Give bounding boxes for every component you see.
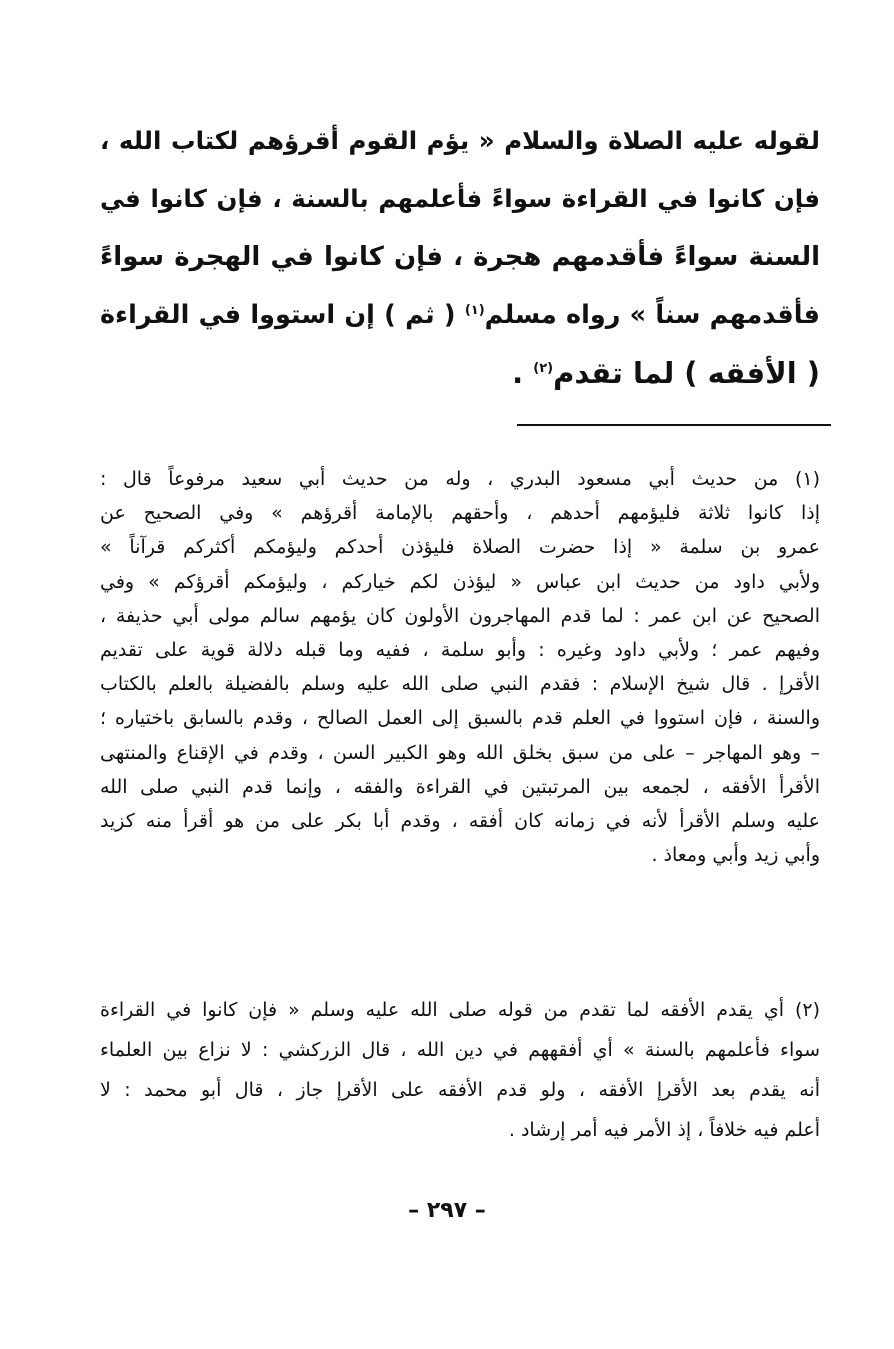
footnote-line: سواء فأعلمهم بالسنة » أي أفقههم في دين الله ، قال الزركشي : لا نزاع بين العلماء xyxy=(100,1039,820,1061)
footnote-ref-2: (٢) xyxy=(533,361,554,376)
footnote-2 xyxy=(100,990,820,1150)
footnote-line: عليه وسلم الأقرأ لأنه في زمانه كان أفقه ، وقدم أبا بكر على من هو أقرأ منه كزيد xyxy=(100,810,820,833)
main-text-segment: فأقدمهم سناً » رواه مسلم xyxy=(484,300,820,330)
main-text-segment: ( الأفقه ) لما تقدم xyxy=(553,356,820,390)
footnote-line: الأقرإ . قال شيخ الإسلام : فقدم النبي صلى الله عليه وسلم بالفضيلة بالعلم بالكتاب xyxy=(100,673,820,696)
main-text-line xyxy=(100,286,820,344)
footnote-line: الصحيح عن ابن عمر : لما قدم المهاجرون الأولون كان يؤمهم سالم مولى أبي حذيفة ، xyxy=(100,604,820,627)
footnote-line: عمرو بن سلمة « إذا حضرت الصلاة فليؤذن أحدكم وليؤمكم أكثركم قرآناً » xyxy=(100,536,820,559)
footnote-line: (٢) أي يقدم الأفقه لما تقدم من قوله صلى الله عليه وسلم « فإن كانوا في القراءة xyxy=(100,999,820,1021)
footnote-ref-1: (١) xyxy=(464,303,485,318)
footnote-line: والسنة ، فإن استووا في العلم قدم بالسبق إلى العمل الصالح ، وقدم بالسابق باختياره ؛ xyxy=(100,707,820,730)
main-text-line xyxy=(100,344,820,402)
footnote-line: – وهو المهاجر – على من سبق بخلق الله وهو الكبير السن ، وقدم في الإقناع والمنتهى xyxy=(100,741,820,764)
main-text xyxy=(100,112,820,402)
main-text-line: السنة سواءً فأقدمهم هجرة ، فإن كانوا في الهجرة سواءً xyxy=(100,242,820,272)
footnote-line: وأبي زيد وأبي ومعاذ . xyxy=(651,844,820,867)
footnote-line: الأقرأ الأفقه ، لجمعه بين المرتبتين في القراءة والفقه ، وإنما قدم النبي صلى الله xyxy=(100,775,820,798)
main-text-line: فإن كانوا في القراءة سواءً فأعلمهم بالسنة ، فإن كانوا في xyxy=(100,184,820,213)
footnote-line: (١) من حديث أبي مسعود البدري ، وله من حديث أبي سعيد مرفوعاً قال : xyxy=(100,468,820,490)
footnote-line: أعلم فيه خلافاً ، إذ الأمر فيه أمر إرشاد . xyxy=(508,1119,820,1141)
footnote-line: أنه يقدم بعد الأقرإ الأفقه ، ولو قدم الأفقه على الأقرإ جاز ، قال أبو محمد : لا xyxy=(100,1079,820,1101)
footnote-line: وفيهم عمر ؛ ولأبي داود وغيره : وأبو سلمة ، ففيه وما قبله دلالة قوية على تقديم xyxy=(100,639,820,662)
main-text-line: لقوله عليه الصلاة والسلام « يؤم القوم أقرؤهم لكتاب الله ، xyxy=(100,126,820,155)
footnote-1 xyxy=(100,462,820,872)
footnote-line: إذا كانوا ثلاثة فليؤمهم أحدهم ، وأحقهم بالإمامة أقرؤهم » وفي الصحيح عن xyxy=(100,502,820,525)
main-text-period: . xyxy=(512,356,524,390)
footnote-separator xyxy=(517,424,831,426)
main-text-segment: ( ثم ) إن استووا في القراءة xyxy=(100,300,456,330)
footnote-line: ولأبي داود من حديث ابن عباس « ليؤذن لكم خياركم ، وليؤمكم أقرؤكم » وفي xyxy=(100,570,820,593)
page-number: – ٢٩٧ – xyxy=(408,1198,486,1223)
